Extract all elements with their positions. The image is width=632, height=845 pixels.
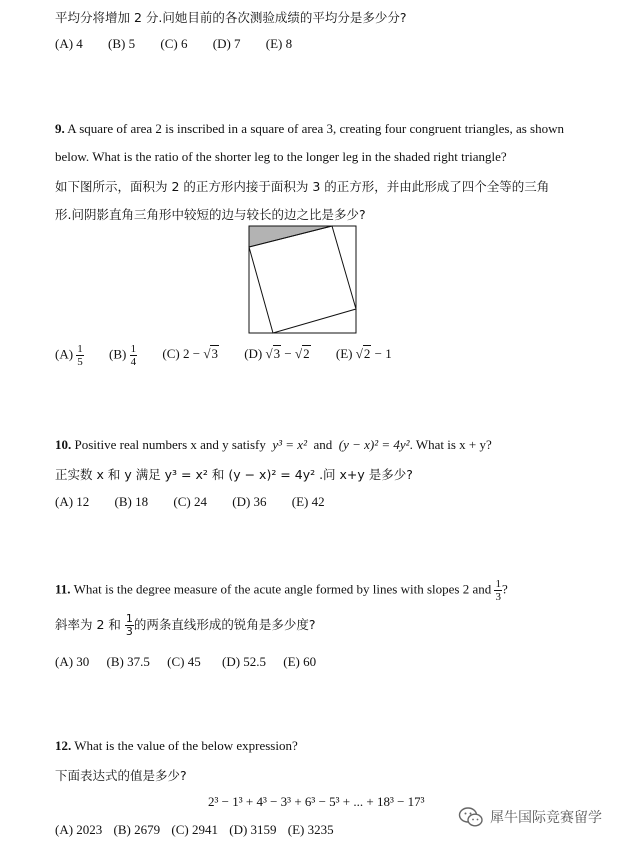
q12-option-e[interactable]: (E) 3235 [287,822,334,837]
q9-option-b-denominator: 4 [130,356,137,368]
q9-option-b-numerator: 1 [130,343,137,355]
q9-zh-line1: 如下图所示，面积为 2 的正方形内接于面积为 3 的正方形，并由此形成了四个全等的三角 [55,179,550,194]
q12-en-line [55,738,298,754]
q11-option-b[interactable]: (B) 37.5 [106,654,150,669]
q11-zh-line [55,613,316,638]
q12-en-text: What is the value of the below expression? [74,738,298,753]
q9-option-b-fraction [130,343,138,368]
inscribed-squares-figure [248,225,358,335]
q8-option-a[interactable]: (A) 4 [55,36,83,51]
sqrt-icon: √ [203,346,211,362]
wechat-icon [458,805,484,829]
sqrt-icon: √ [355,346,363,362]
q11-number: 11. [55,581,71,597]
q9-option-e-label: (E) [335,346,353,362]
q10-eq2: (y − x)² = 4y² [338,437,410,452]
q9-option-e-suffix: − 1 [371,346,392,362]
q9-option-c-label: (C) [162,346,180,362]
q11-en-line [55,578,508,603]
q9-en-line1 [55,121,564,137]
q10-eq1: y³ = x² [272,437,307,452]
q11-zh-pre: 斜率为 2 和 [55,617,121,632]
sqrt-icon: √ [295,346,303,362]
q9-option-d-minus: − [281,346,295,362]
q10-option-a[interactable]: (A) 12 [55,494,90,509]
q10-number: 10. [55,437,72,452]
q10-en-pre: Positive real numbers x and y satisfy [74,437,266,452]
q12-option-b[interactable]: (B) 2679 [113,822,161,837]
q10-en-post: . What is x + y? [409,437,492,452]
q9-option-a-fraction [76,343,84,368]
q11-zh-denominator: 3 [125,625,133,638]
q9-number: 9. [55,121,65,136]
q11-options [55,654,338,670]
q9-option-c[interactable] [162,346,219,362]
q8-option-b[interactable]: (B) 5 [108,36,136,51]
q9-option-e-radicand: 2 [363,346,371,362]
q11-option-e[interactable]: (E) 60 [283,654,317,669]
q11-en-numerator: 1 [495,578,501,590]
q11-option-c[interactable]: (C) 45 [167,654,201,669]
q9-option-a-denominator: 5 [77,356,83,368]
q12-zh-line: 下面表达式的值是多少? [55,768,187,783]
q10-zh-line: 正实数 x 和 y 满足 y³ = x² 和 (y − x)² = 4y² .问 x+y 是多少? [55,467,413,482]
q11-zh-fraction [125,613,134,638]
q9-option-b-label: (B) [109,346,127,362]
watermark-label: 犀牛国际竞赛留学 [490,810,602,826]
q12-expression: 2³ − 1³ + 4³ − 3³ + 6³ − 5³ + ... + 18³ − 17³ [208,794,425,809]
q8-options [55,36,314,52]
q11-en-fraction [494,578,502,603]
q12-options [55,822,334,838]
q8-option-d[interactable]: (D) 7 [212,36,241,51]
q8-option-c[interactable]: (C) 6 [160,36,188,51]
q9-option-d-radicand-1: 3 [273,346,281,362]
q10-options [55,494,347,510]
q10-option-c[interactable]: (C) 24 [173,494,207,509]
q11-en-end: ? [501,581,508,597]
q12-option-d[interactable]: (D) 3159 [229,822,277,837]
q10-and: and [313,437,333,452]
q8-option-e[interactable]: (E) 8 [265,36,293,51]
q11-en-denominator: 3 [495,591,501,603]
q9-option-a-numerator: 1 [77,343,83,355]
q12-option-a[interactable]: (A) 2023 [55,822,103,837]
q9-option-e[interactable] [336,346,392,362]
q10-option-d[interactable]: (D) 36 [232,494,267,509]
q9-options [55,343,414,368]
q9-option-a[interactable] [55,343,84,368]
q11-zh-numerator: 1 [125,612,133,625]
q10-option-b[interactable]: (B) 18 [114,494,149,509]
q9-option-c-radicand: 3 [211,346,218,362]
q9-en-line2: below. What is the ratio of the shorter leg to the longer leg in the shaded right triangle? [55,149,507,164]
q9-option-b[interactable] [109,343,137,368]
q9-option-d-label: (D) [244,346,263,362]
watermark [458,805,602,829]
q9-option-a-label: (A) [55,346,74,362]
q11-zh-post: 的两条直线形成的锐角是多少度? [133,617,316,632]
q8-question-tail: 平均分将增加 2 分.问她目前的各次测验成绩的平均分是多少分? [55,10,407,25]
q10-en-line [55,437,492,453]
q9-option-c-prefix: 2 − [182,346,204,362]
q11-en-text: What is the degree measure of the acute angle formed by lines with slopes 2 and [73,581,492,597]
q11-option-d[interactable]: (D) 52.5 [221,654,267,669]
sqrt-icon: √ [265,346,273,362]
q12-number: 12. [55,738,72,753]
q9-option-d[interactable] [244,346,310,362]
q10-option-e[interactable]: (E) 42 [291,494,325,509]
q9-en-text1: A square of area 2 is inscribed in a square of area 3, creating four congruent triangles, as shown [67,121,565,136]
q9-zh-line2: 形.问阴影直角三角形中较短的边与较长的边之比是多少? [55,207,366,222]
q9-option-d-radicand-2: 2 [303,346,310,362]
q12-option-c[interactable]: (C) 2941 [171,822,218,837]
q11-option-a[interactable]: (A) 30 [55,654,90,669]
